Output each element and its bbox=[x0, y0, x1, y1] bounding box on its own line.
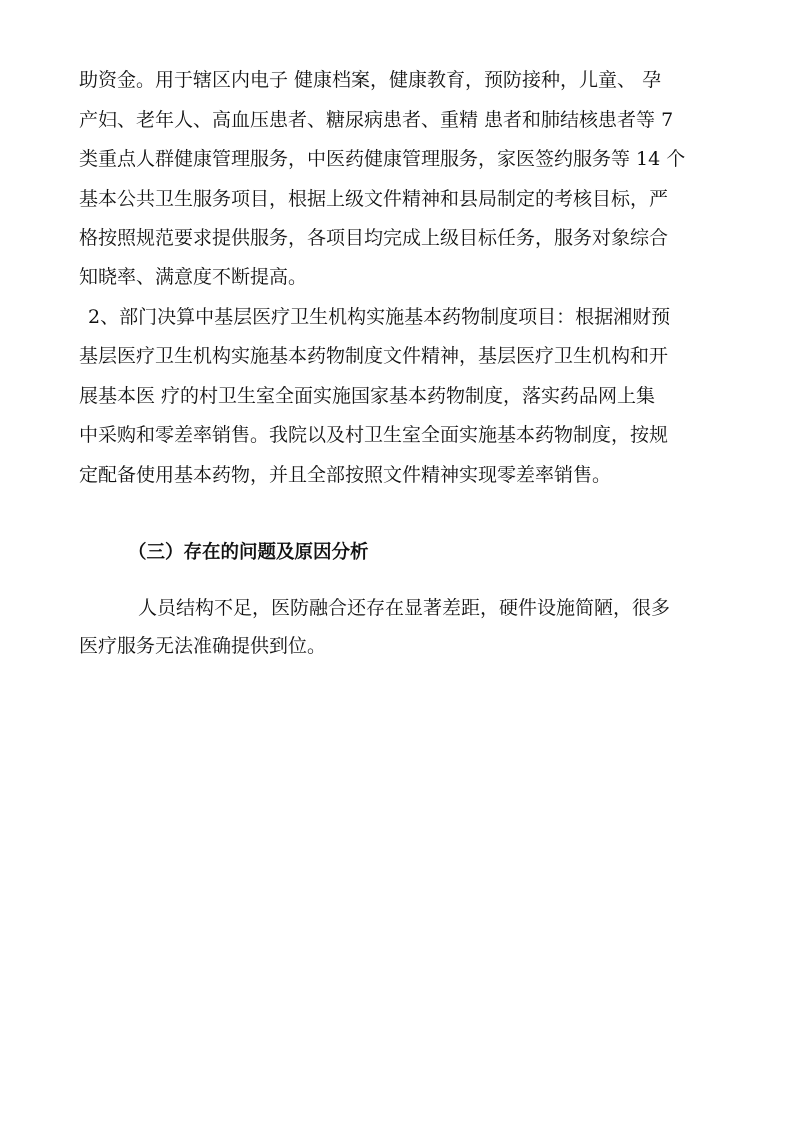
paragraph-line: 人员结构不足，医防融合还存在显著差距，硬件设施简陋，很多 bbox=[138, 597, 671, 619]
paragraph-line: 知晓率、满意度不断提高。 bbox=[79, 266, 308, 288]
paragraph-line: 格按照规范要求提供服务，各项目均完成上级目标任务，服务对象综合 bbox=[79, 227, 669, 249]
paragraph-line: 定配备使用基本药物，并且全部按照文件精神实现零差率销售。 bbox=[79, 464, 612, 486]
paragraph-line: 中采购和零差率销售。我院以及村卫生室全面实施基本药物制度，按规 bbox=[79, 424, 669, 446]
paragraph-line: 助资金。用于辖区内电子 健康档案，健康教育，预防接种，儿童、 孕 bbox=[79, 69, 662, 91]
paragraph-line: 基层医疗卫生机构实施基本药物制度文件精神，基层医疗卫生机构和开 bbox=[79, 345, 669, 367]
paragraph-line: 展基本医 疗的村卫生室全面实施国家基本药物制度，落实药品网上集 bbox=[79, 385, 656, 407]
paragraph-line: 医疗服务无法准确提供到位。 bbox=[79, 635, 327, 657]
paragraph-line: 类重点人群健康管理服务，中医药健康管理服务，家医签约服务等 14 个 bbox=[79, 148, 686, 170]
section-heading: （三）存在的问题及原因分析 bbox=[128, 542, 369, 563]
paragraph-line: 产妇、老年人、高血压患者、糖尿病患者、重精 患者和肺结核患者等 7 bbox=[79, 109, 674, 131]
paragraph-line: 基本公共卫生服务项目，根据上级文件精神和县局制定的考核目标，严 bbox=[79, 188, 669, 210]
paragraph-line: 2、部门决算中基层医疗卫生机构实施基本药物制度项目：根据湘财预 bbox=[88, 306, 671, 328]
